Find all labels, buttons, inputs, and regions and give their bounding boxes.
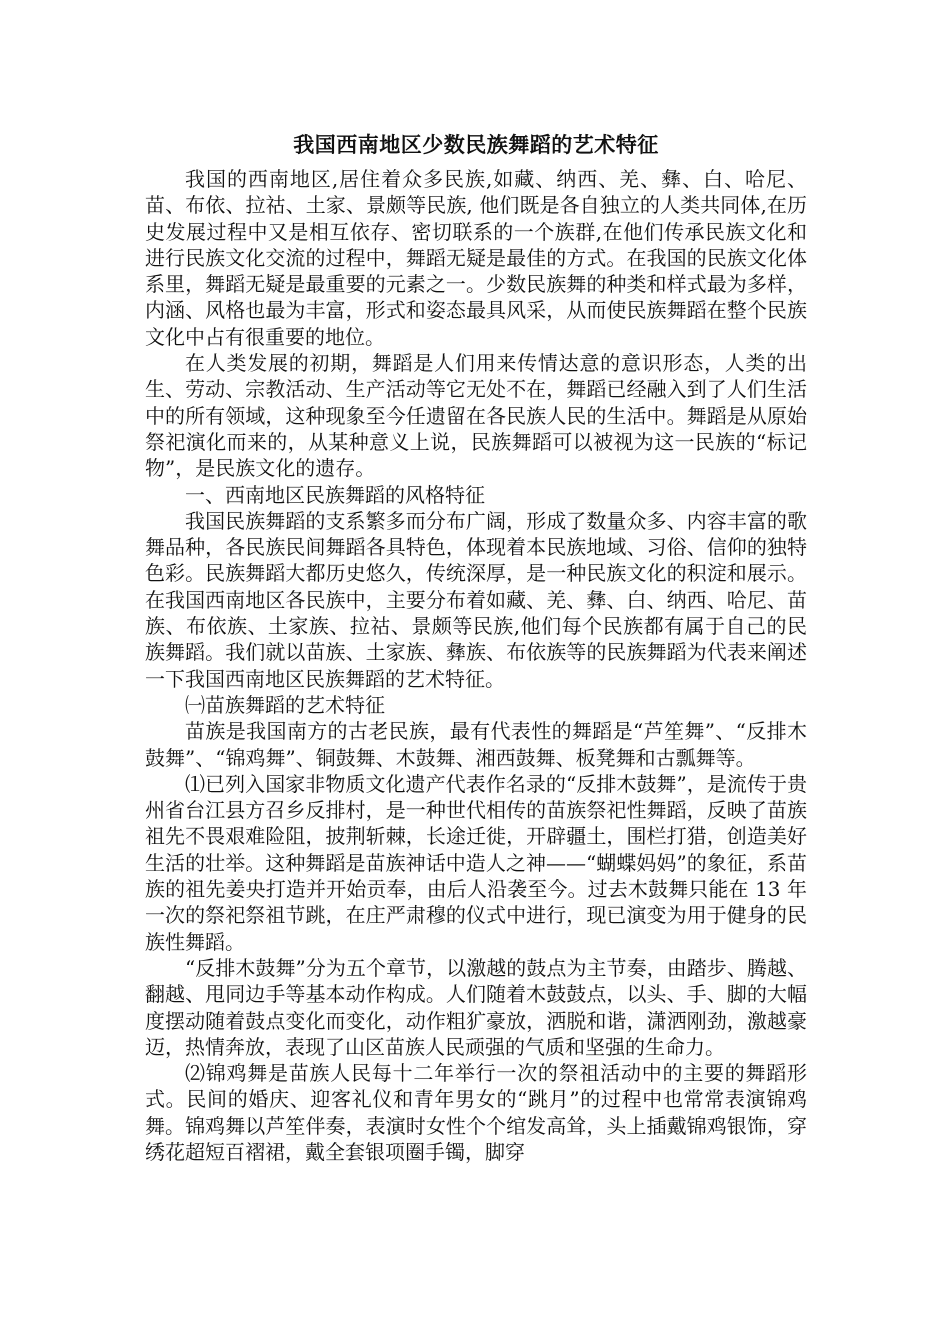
document-page: [145, 128, 807, 1165]
paragraph-origin: 在人类发展的初期，舞蹈是人们用来传情达意的意识形态，人类的出生、劳动、宗教活动、生产活动等它无处不在，舞蹈已经融入到了人们生活中的所有领域，这种现象至今任遗留在各民族人民的生活中。舞蹈是从原始祭祀演化而来的，从某种意义上说，民族舞蹈可以被视为这一民族的“标记物”，是民族文化的遗存。: [145, 351, 807, 481]
paragraph-golden-pheasant: ⑵锦鸡舞是苗族人民每十二年举行一次的祭祖活动中的主要的舞蹈形式。民间的婚庆、迎客礼仪和青年男女的“跳月”的过程中也常常表演锦鸡舞。锦鸡舞以芦笙伴奏，表演时女性个个绾发高耸，头上插戴锦鸡银饰，穿绣花超短百褶裙，戴全套银项圈手镯，脚穿: [145, 1061, 807, 1164]
document-title: 我国西南地区少数民族舞蹈的艺术特征: [293, 132, 659, 157]
subsection-heading-miao: ㈠苗族舞蹈的艺术特征: [185, 692, 385, 717]
paragraph-intro: 我国的西南地区,居住着众多民族,如藏、纳西、羌、彝、白、哈尼、苗、布依、拉祜、土家、景颇等民族, 他们既是各自独立的人类共同体,在历史发展过程中又是相互依存、密切联系的一个族群,在他们传承民族文化和进行民族文化交流的过程中，舞蹈无疑是最佳的方式。在我国的民族文化体系里，舞蹈无疑是最重要的元素之一。少数民族舞的种类和样式最为多样，内涵、风格也最为丰富，形式和姿态最具风采，从而使民族舞蹈在整个民族文化中占有很重要的地位。: [145, 167, 807, 349]
paragraph-overview: 我国民族舞蹈的支系繁多而分布广阔，形成了数量众多、内容丰富的歌舞品种，各民族民间舞蹈各具特色，体现着本民族地域、习俗、信仰的独特色彩。民族舞蹈大都历史悠久，传统深厚，是一种民族文化的积淀和展示。在我国西南地区各民族中，主要分布着如藏、羌、彝、白、纳西、哈尼、苗族、布依族、土家族、拉祜、景颇等民族,他们每个民族都有属于自己的民族舞蹈。我们就以苗族、土家族、彝族、布依族等的民族舞蹈为代表来阐述一下我国西南地区民族舞蹈的艺术特征。: [145, 508, 807, 691]
paragraph-fanpai-structure: “反排木鼓舞”分为五个章节，以激越的鼓点为主节奏，由踏步、腾越、翻越、甩同边手等基本动作构成。人们随着木鼓鼓点，以头、手、脚的大幅度摆动随着鼓点变化而变化，动作粗犷豪放，洒脱和谐，潇洒刚劲，激越豪迈，热情奔放，表现了山区苗族人民顽强的气质和坚强的生命力。: [145, 955, 807, 1059]
paragraph-fanpai-drum: ⑴已列入国家非物质文化遗产代表作名录的“反排木鼓舞”，是流传于贵州省台江县方召乡反排村，是一种世代相传的苗族祭祀性舞蹈，反映了苗族祖先不畏艰难险阻，披荆斩棘，长途迁徙，开辟疆土，围栏打猎，创造美好生活的壮举。这种舞蹈是苗族神话中造人之神——“蝴蝶妈妈”的象征，系苗族的祖先姜央打造并开始贡奉，由后人沿袭至今。过去木鼓舞只能在 13 年一次的祭祀祭祖节跳，在庄严肃穆的仪式中进行，现已演变为用于健身的民族性舞蹈。: [145, 771, 807, 954]
paragraph-miao-intro: 苗族是我国南方的古老民族，最有代表性的舞蹈是“芦笙舞”、“反排木鼓舞”、“锦鸡舞”、铜鼓舞、木鼓舞、湘西鼓舞、板凳舞和古瓢舞等。: [145, 719, 807, 770]
section-heading-style: 一、西南地区民族舞蹈的风格特征: [185, 482, 485, 507]
